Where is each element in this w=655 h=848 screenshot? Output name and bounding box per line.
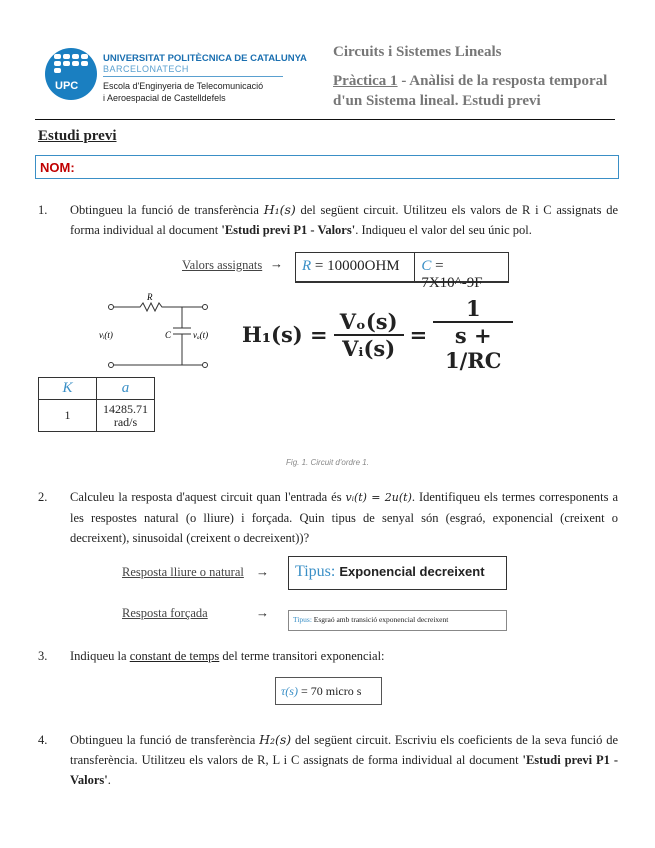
q4-text-c: . (107, 773, 111, 787)
r-val: = 10000OHM (311, 258, 400, 274)
q2-text: Calculeu la resposta d'aquest circuit quan l'entrada és (70, 490, 346, 504)
natural-label: Resposta lliure o natural (122, 565, 244, 579)
question-4 (38, 730, 618, 790)
q4-doc: 'Estudi previ P1 - Valors' (70, 753, 618, 787)
table-header-k: K (39, 378, 97, 400)
r-value (296, 253, 415, 281)
arrow-icon: → (270, 256, 283, 271)
c-val: = 7X10^-9F (421, 258, 483, 291)
c-symbol: C (421, 258, 432, 274)
tau-symbol: τ(s) (281, 684, 298, 698)
vo-label: vₒ(t) (193, 330, 209, 340)
tipus-label: Tipus: (295, 563, 336, 580)
q4-function: H₂(s) (259, 732, 292, 747)
logo-dots-icon (54, 54, 88, 73)
practice-rest: - Anàlisi de la resposta temporal (397, 73, 608, 89)
q3-underlined: constant de temps (129, 649, 220, 663)
course-title: Circuits i Sistemes Lineals (333, 44, 502, 60)
barcelonatech: BARCELONATECH (103, 64, 189, 74)
q4-number: 4. (38, 733, 48, 747)
name-label: NOM: (40, 160, 75, 175)
question-1 (38, 200, 618, 240)
formula-lhs: H₁(s) = (242, 322, 328, 347)
natural-value: Exponencial decreixent (339, 564, 485, 579)
arrow-icon: → (256, 605, 269, 620)
table-value-a: 14285.71 rad/s (97, 400, 155, 432)
q2-text-b: . Identifiqueu els termes corresponents a les respostes natural (o lliure) i forçada. Quin tipus de senyal són (esgraó, exponencial (creixent o decreixent), sinusoidal (creixent o decreixent))? (70, 490, 619, 545)
formula-num2: 1 (465, 296, 481, 321)
vi-label: vᵢ(t) (99, 330, 113, 340)
assigned-label: Valors assignats (182, 258, 263, 272)
transfer-function-formula (242, 296, 513, 373)
q4-text-b: del següent circuit. Escriviu els coeficients de la seva funció de transferència. Utilitzeu els valors de R, L i C assignats de forma individual al document (70, 733, 618, 767)
forced-response-box[interactable] (288, 610, 507, 631)
formula-den1: Vᵢ(s) (334, 334, 404, 361)
q1-doc: 'Estudi previ P1 - Valors' (221, 223, 356, 237)
formula-eq: = (409, 322, 428, 347)
time-constant-box[interactable] (275, 677, 382, 705)
q4-text: Obtingueu la funció de transferència (70, 733, 260, 747)
q2-number: 2. (38, 490, 48, 504)
rc-circuit-diagram (95, 290, 215, 370)
assigned-values-box (295, 252, 509, 291)
school-line1: Escola d'Enginyeria de Telecomunicació (103, 81, 264, 91)
forced-value: Esgraó amb transició exponencial decreixent (313, 615, 449, 624)
arrow-icon: → (256, 564, 269, 579)
name-field[interactable] (35, 155, 619, 179)
section-title: Estudi previ (38, 128, 117, 144)
q2-input: vᵢ(t) = 2u(t) (345, 491, 412, 504)
question-2 (38, 487, 618, 548)
q1-text-c: . Indiqueu el valor del seu únic pol. (355, 223, 532, 237)
formula-num1: Vₒ(s) (339, 308, 398, 334)
q3-number: 3. (38, 649, 48, 663)
table-value-k: 1 (39, 400, 97, 432)
r-symbol: R (302, 258, 312, 274)
figure-caption: Fig. 1. Circuit d'ordre 1. (286, 458, 369, 467)
q1-function: H₁(s) (263, 202, 296, 217)
c-label: C (165, 330, 172, 340)
question-3 (38, 646, 618, 666)
c-value (415, 253, 508, 291)
forced-label: Resposta forçada (122, 606, 208, 620)
school-line2: i Aeroespacial de Castelldefels (103, 93, 226, 103)
q1-number: 1. (38, 203, 48, 217)
practice-line2: d'un Sistema lineal. Estudi previ (333, 93, 541, 109)
r-label: R (147, 292, 153, 302)
tau-value: = 70 micro s (297, 684, 362, 698)
header-divider (35, 119, 615, 120)
table-header-a: a (97, 378, 155, 400)
logo-text: UPC (55, 80, 79, 92)
q1-text-b: del següent circuit. Utilitzeu els valors de R i C assignats de forma individual al document (70, 203, 619, 237)
practice-label: Pràctica 1 (333, 73, 398, 89)
school-name (103, 80, 263, 104)
q3-text-b: del terme transitori exponencial: (219, 649, 385, 663)
natural-response-box[interactable] (288, 556, 507, 590)
q1-text: Obtingueu la funció de transferència (70, 203, 264, 217)
formula-den2: s + 1/RC (433, 321, 513, 373)
university-name: UNIVERSITAT POLITÈCNICA DE CATALUNYA (103, 53, 307, 64)
q3-text: Indiqueu la (70, 649, 130, 663)
pole-table (38, 377, 155, 432)
practice-title (333, 71, 607, 111)
logo-divider (103, 76, 283, 77)
tipus-label: Tipus: (293, 615, 312, 624)
